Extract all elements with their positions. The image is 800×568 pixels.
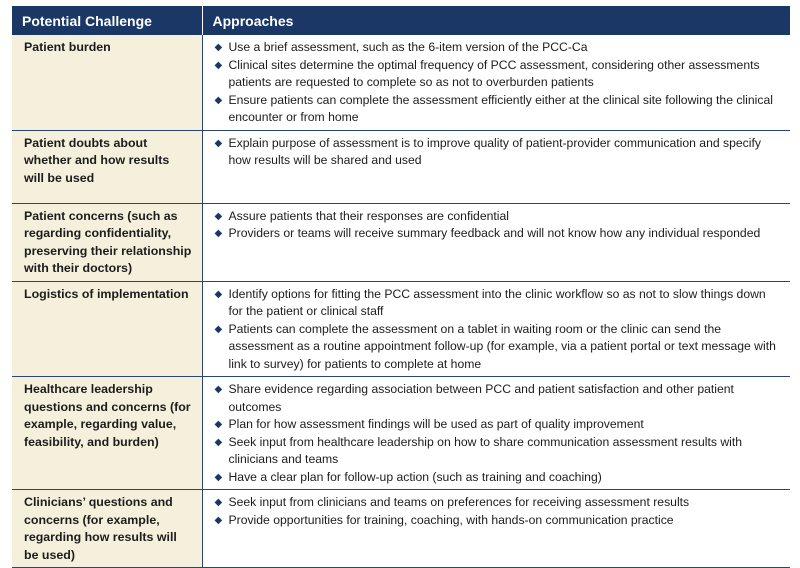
- approaches-list: [215, 208, 781, 243]
- approaches-cell: [202, 377, 790, 490]
- diamond-bullet-icon: ◆: [214, 419, 223, 430]
- approach-item: [215, 321, 781, 374]
- table-row: [12, 203, 790, 281]
- approaches-cell: [202, 281, 790, 377]
- approaches-cell: [202, 490, 790, 568]
- diamond-bullet-icon: ◆: [214, 514, 223, 526]
- approaches-cell: [202, 35, 790, 130]
- approach-text: Share evidence regarding association between PCC and patient satisfaction and other patient outcomes: [228, 382, 734, 414]
- approach-item: [215, 286, 781, 321]
- approach-item: [215, 469, 781, 487]
- diamond-bullet-icon: ◆: [214, 59, 223, 71]
- table-row: [12, 281, 790, 377]
- diamond-bullet-icon: ◆: [214, 436, 223, 448]
- challenge-cell: Clinicians’ questions and concerns (for example, regarding how results will be used): [12, 490, 202, 568]
- approach-item: [215, 39, 781, 57]
- approach-text: Have a clear plan for follow-up action (such as training and coaching): [228, 469, 602, 484]
- diamond-bullet-icon: ◆: [214, 228, 223, 239]
- diamond-bullet-icon: ◆: [214, 42, 223, 53]
- table-row: [12, 490, 790, 568]
- approach-item: [215, 92, 781, 127]
- approach-item: [215, 434, 781, 469]
- approach-text: Provide opportunities for training, coaching, with hands-on communication practice: [228, 512, 674, 527]
- diamond-bullet-icon: ◆: [214, 323, 223, 335]
- approaches-cell: [202, 203, 790, 281]
- header-approaches: Approaches: [202, 6, 790, 35]
- approach-text: Providers or teams will receive summary feedback and will not know how any individual responded: [228, 226, 761, 240]
- approach-text: Patients can complete the assessment on a tablet in waiting room or the clinic can send the assessment as a routine appointment follow-up (for example, via a patient portal or text message with link to survey) for patients to complete at home: [228, 321, 776, 371]
- approach-item: [215, 208, 781, 226]
- diamond-bullet-icon: ◆: [214, 94, 223, 106]
- approaches-list: [215, 135, 781, 170]
- approaches-list: [215, 39, 781, 127]
- approaches-cell: [202, 130, 790, 203]
- approach-text: Identify options for fitting the PCC assessment into the clinic workflow so as not to slow things down for the patient or clinical staff: [228, 286, 766, 318]
- approach-item: [215, 135, 781, 170]
- header-potential-challenge: Potential Challenge: [12, 6, 202, 35]
- approach-text: Clinical sites determine the optimal frequency of PCC assessment, considering other assessments patients are requested to complete so as not to overburden patients: [228, 57, 760, 89]
- challenge-cell: Logistics of implementation: [12, 281, 202, 377]
- approach-text: Use a brief assessment, such as the 6-item version of the PCC-Ca: [228, 40, 588, 54]
- approach-text: Assure patients that their responses are confidential: [228, 208, 509, 223]
- challenges-table: [12, 6, 790, 568]
- diamond-bullet-icon: ◆: [214, 288, 223, 300]
- approach-text: Seek input from healthcare leadership on how to share communication assessment results with clinicians and teams: [228, 434, 742, 466]
- challenge-cell: Healthcare leadership questions and concerns (for example, regarding value, feasibility, and burden): [12, 377, 202, 490]
- header-row: [12, 6, 790, 35]
- approach-item: [215, 416, 781, 434]
- diamond-bullet-icon: ◆: [214, 384, 223, 395]
- approach-text: Seek input from clinicians and teams on preferences for receiving assessment results: [228, 495, 690, 509]
- diamond-bullet-icon: ◆: [214, 471, 223, 483]
- approaches-list: [215, 286, 781, 374]
- challenge-cell: Patient concerns (such as regarding confidentiality, preserving their relationship with their doctors): [12, 203, 202, 281]
- approach-text: Explain purpose of assessment is to improve quality of patient-provider communication and specify how results will be shared and used: [228, 135, 761, 167]
- approach-text: Plan for how assessment findings will be used as part of quality improvement: [228, 417, 644, 431]
- challenge-cell: Patient doubts about whether and how results will be used: [12, 130, 202, 203]
- approach-item: [215, 225, 781, 243]
- table-row: [12, 130, 790, 203]
- approach-item: [215, 57, 781, 92]
- approaches-list: [215, 494, 781, 529]
- diamond-bullet-icon: ◆: [214, 497, 223, 508]
- approach-text: Ensure patients can complete the assessment efficiently either at the clinical site following the clinical encounter or from home: [228, 92, 773, 124]
- diamond-bullet-icon: ◆: [214, 137, 223, 149]
- approaches-list: [215, 381, 781, 486]
- approach-item: [215, 381, 781, 416]
- table-row: [12, 377, 790, 490]
- challenge-cell: Patient burden: [12, 35, 202, 130]
- table-row: [12, 35, 790, 130]
- diamond-bullet-icon: ◆: [214, 210, 223, 222]
- approach-item: [215, 512, 781, 530]
- approach-item: [215, 494, 781, 512]
